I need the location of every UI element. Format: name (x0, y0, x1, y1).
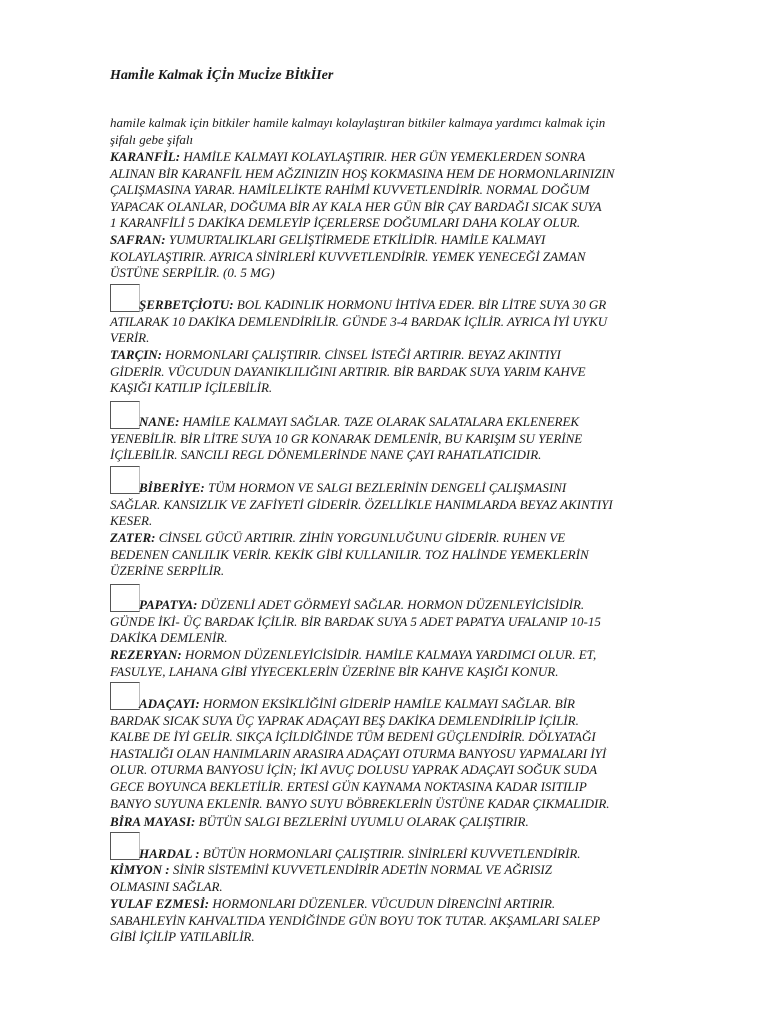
entry-text: YUMURTALIKLARI GELİŞTİRMEDE ETKİLİDİR. HAMİLE KALMAYI KOLAYLAŞTIRIR. AYRICA SİNİRLERİ KUVVETLENDİRİR. YEMEK YENECEĞİ ZAMAN ÜSTÜNE SERPİLİR. (0. 5 MG) (110, 232, 586, 281)
entry-text: BÜTÜN SALGI BEZLERİNİ UYUMLU OLARAK ÇALIŞTIRIR. (195, 814, 529, 829)
entry-text: BÜTÜN HORMONLARI ÇALIŞTIRIR. SİNİRLERİ KUVVETLENDİRİR. (199, 846, 581, 861)
entry-name: YULAF EZMESİ: (110, 896, 210, 911)
entry-text: CİNSEL GÜCÜ ARTIRIR. ZİHİN YORGUNLUĞUNU GİDERİR. RUHEN VE BEDENEN CANLILIK VERİR. KEKİK GİBİ KULLANILIR. TOZ HALİNDE YEMEKLERİN ÜZERİNE SERPİLİR. (110, 530, 589, 579)
entry-text: HORMON DÜZENLEYİCİSİDİR. HAMİLE KALMAYA YARDIMCI OLUR. ET, FASULYE, LAHANA GİBİ YİYECEKLERİN ÜZERİNE BİR KAHVE KAŞIĞI KONUR. (110, 647, 597, 679)
entry-name: PAPATYA: (139, 597, 198, 612)
entry-biberiye (110, 480, 710, 530)
entry-safran (110, 232, 710, 282)
entry-text: BOL KADINLIK HORMONU İHTİVA EDER. BİR LİTRE SUYA 30 GR ATILARAK 10 DAKİKA DEMLENDİRİLİR. GÜNDE 3-4 BARDAK İÇİLİR. AYRICA İYİ UYKU VERİR. (110, 297, 608, 346)
entry-name: KİMYON : (110, 862, 170, 877)
document-title: Hamİle Kalmak İÇİn Mucİze BİtkİIer (110, 68, 334, 83)
entry-name: ZATER: (110, 530, 156, 545)
intro-paragraph: hamile kalmak için bitkiler hamile kalmayı kolaylaştıran bitkiler kalmaya yardımcı kalmak için şifalı gebe şifalı (110, 115, 606, 147)
entry-text: HORMONLARI ÇALIŞTIRIR. CİNSEL İSTEĞİ ARTIRIR. BEYAZ AKINTIYI GİDERİR. VÜCUDUN DAYANIKLILIĞINI ARTIRIR. BİR BARDAK SUYA YARIM KAHVE KAŞIĞI KATILIP İÇİLEBİLİR. (110, 347, 586, 396)
entry-karanfil (110, 149, 710, 232)
entry-hardal (110, 846, 710, 863)
entry-name: ŞERBETÇİOTU: (139, 297, 234, 312)
entry-text: HAMİLE KALMAYI KOLAYLAŞTIRIR. HER GÜN YEMEKLERDEN SONRA ALINAN BİR KARANFİL HEM AĞZINIZIN HOŞ KOKMASINA HEM DE HORMONLARINIZIN ÇALIŞMASINA YARAR. HAMİLELİKTE RAHİMİ KUVVETLENDİRİR. NORMAL DOĞUM YAPACAK OLANLAR, DOĞUMA BİR AY KALA HER GÜN BİR ÇAY BARDAĞI SICAK SUYA 1 KARANFİLİ 5 DAKİKA DEMLEYİP İÇERLERSE DOĞUMLARI DAHA KOLAY OLUR. (110, 149, 615, 231)
entry-adacayi (110, 696, 710, 812)
entry-name: HARDAL : (139, 846, 200, 861)
entry-text: HAMİLE KALMAYI SAĞLAR. TAZE OLARAK SALATALARA EKLENEREK YENEBİLİR. BİR LİTRE SUYA 10 GR KONARAK DEMLENİR, BU KARIŞIM SU YERİNE İÇİLEBİLİR. SANCILI REGL DÖNEMLERİNDE NANE ÇAYI RAHATLATICIDIR. (110, 414, 583, 463)
entry-nane (110, 414, 710, 464)
entry-name: BİRA MAYASI: (110, 814, 196, 829)
entry-name: NANE: (139, 414, 180, 429)
entry-name: SAFRAN: (110, 232, 166, 247)
entry-kimyon (110, 862, 710, 895)
entry-yulaf-ezmesi (110, 896, 710, 946)
entry-name: BİBERİYE: (139, 480, 205, 495)
entry-name: TARÇIN: (110, 347, 163, 362)
entry-text: SİNİR SİSTEMİNİ KUVVETLENDİRİR ADETİN NORMAL VE AĞRISIZ OLMASINI SAĞLAR. (110, 862, 552, 894)
entry-name: KARANFİL: (110, 149, 181, 164)
entry-text: HORMON EKSİKLİĞİNİ GİDERİP HAMİLE KALMAYI SAĞLAR. BİR BARDAK SICAK SUYA ÜÇ YAPRAK ADAÇAYI BEŞ DAKİKA DEMLENDİRİLİP İÇİLİR. KALBE DE İYİ GELİR. SIKÇA İÇİLDİĞİNDE TÜM BEDENİ GÜÇLENDİRİR. DÖLYATAĞI HASTALIĞI OLAN HANIMLARIN ARASIRA ADAÇAYI OTURMA BANYOSU YAPMALARI İYİ OLUR. OTURMA BANYOSU İÇİN; İKİ AVUÇ DOLUSU YAPRAK ADAÇAYI SOĞUK SUDA GECE BOYUNCA BEKLETİLİR. ERTESİ GÜN KAYNAMA NOKTASINA KADAR ISITILIP BANYO SUYUNA EKLENİR. BANYO SUYU BÖBREKLERİN ÜSTÜNE KADAR ÇIKMALIDIR. (110, 696, 610, 811)
entry-bira-mayasi (110, 814, 710, 831)
entry-text: TÜM HORMON VE SALGI BEZLERİNİN DENGELİ ÇALIŞMASINI SAĞLAR. KANSIZLIK VE ZAFİYETİ GİDERİR. ÖZELLİKLE HANIMLARDA BEYAZ AKINTIYI KESER. (110, 480, 613, 529)
entry-name: REZERYAN: (110, 647, 182, 662)
entry-text: HORMONLARI DÜZENLER. VÜCUDUN DİRENCİNİ ARTIRIR. SABAHLEYİN KAHVALTIDA YENDİĞİNDE GÜN BOYU TOK TUTAR. AKŞAMLARI SALEP GİBİ İÇİLİP YATILABİLİR. (110, 896, 601, 945)
entry-name: ADAÇAYI: (139, 696, 200, 711)
entry-text: DÜZENLİ ADET GÖRMEYİ SAĞLAR. HORMON DÜZENLEYİCİSİDİR. GÜNDE İKİ- ÜÇ BARDAK İÇİLİR. BİR BARDAK SUYA 5 ADET PAPATYA UFALANIP 10-15 DAKİKA DEMLENİR. (110, 597, 601, 646)
entry-tarcin (110, 347, 710, 397)
entry-zater (110, 530, 710, 580)
entry-papatya (110, 597, 710, 647)
entry-serbetciotu (110, 297, 710, 347)
entry-rezeryan (110, 647, 710, 680)
